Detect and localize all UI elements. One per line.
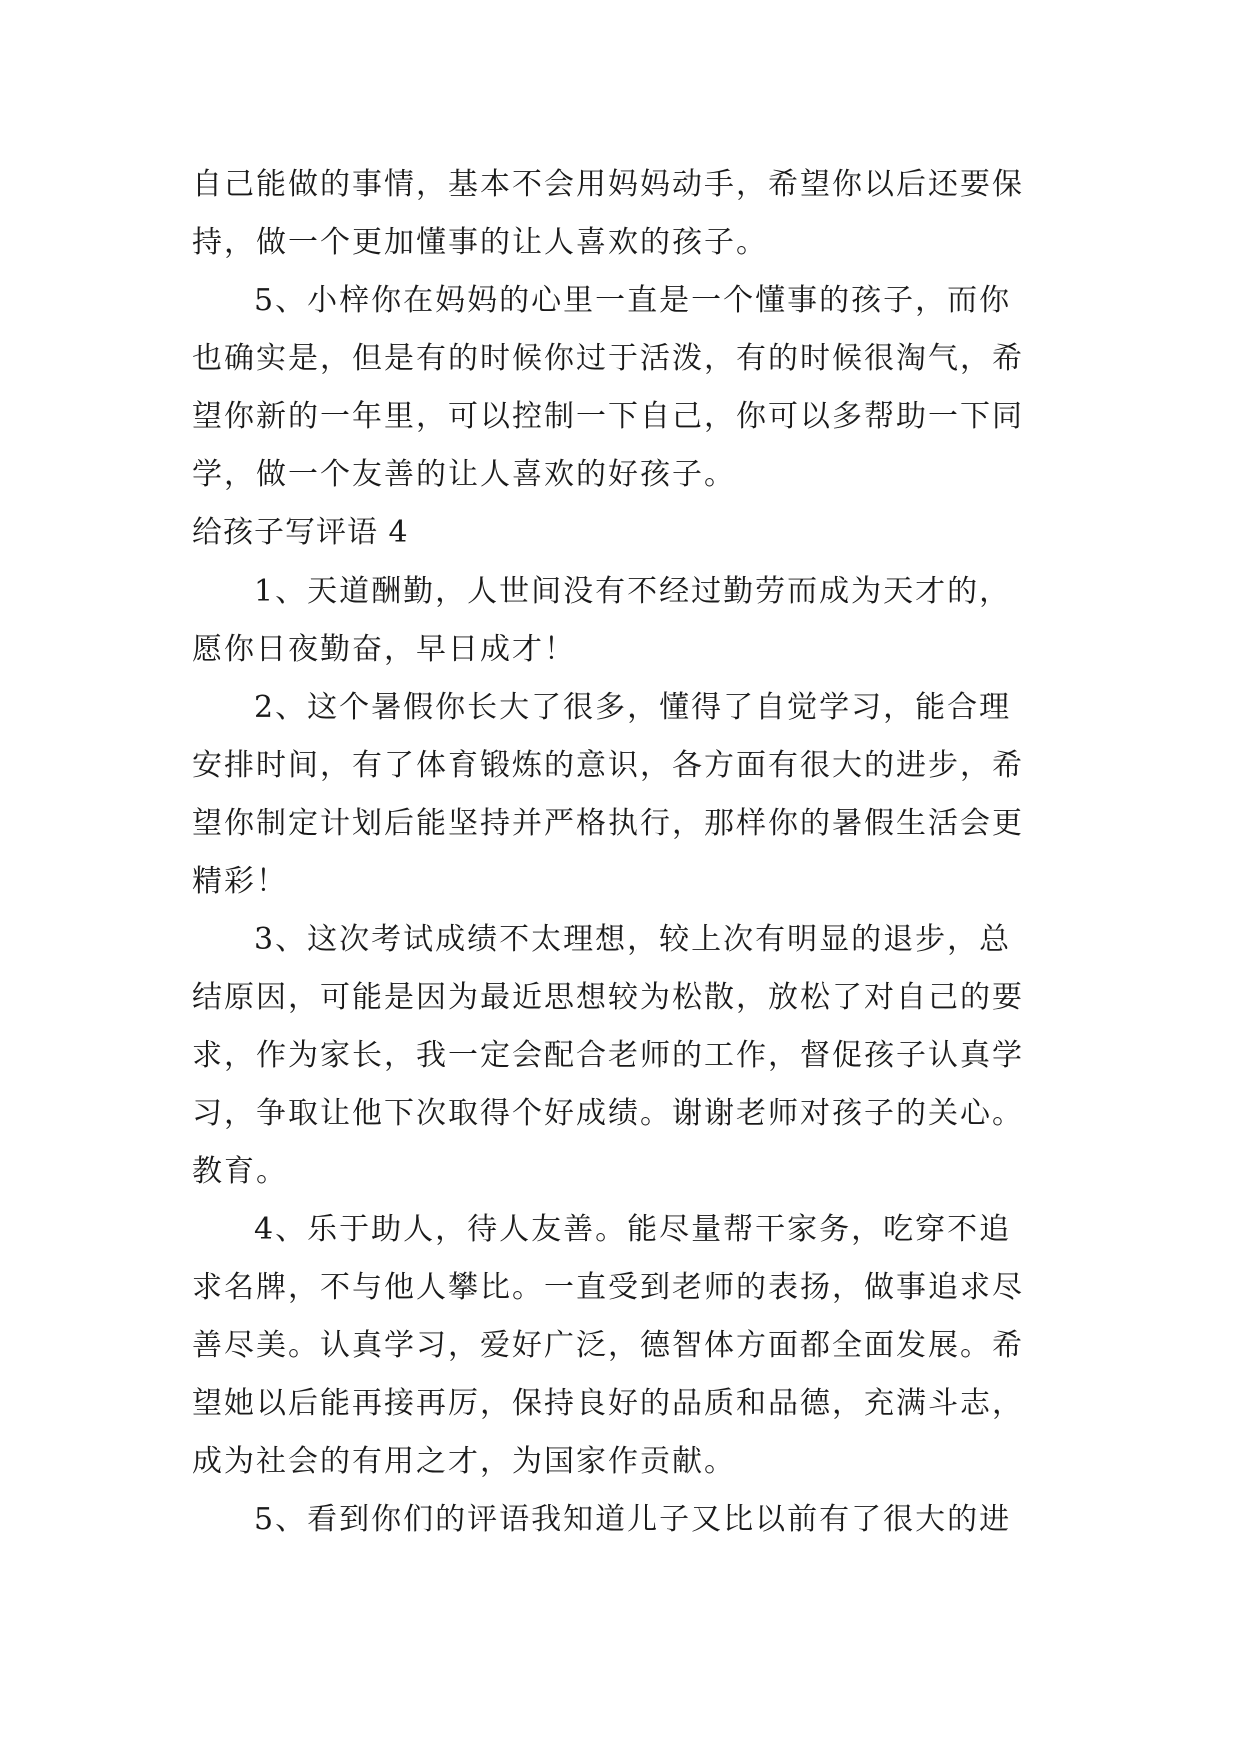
paragraph-start-line: 5、看到你们的评语我知道儿子又比以前有了很大的进 — [254, 1502, 1012, 1537]
text-line: 习，争取让他下次取得个好成绩。谢谢老师对孩子的关心。 — [192, 1096, 1024, 1131]
text-line: 成为社会的有用之才，为国家作贡献。 — [192, 1444, 736, 1479]
text-line: 望你制定计划后能坚持并严格执行，那样你的暑假生活会更 — [192, 806, 1024, 841]
text-line: 自己能做的事情，基本不会用妈妈动手，希望你以后还要保 — [192, 167, 1024, 202]
paragraph-start-line: 4、乐于助人，待人友善。能尽量帮干家务，吃穿不追 — [254, 1212, 1012, 1247]
text-line: 愿你日夜勤奋，早日成才！ — [192, 632, 576, 667]
paragraph-start-line: 3、这次考试成绩不太理想，较上次有明显的退步，总 — [254, 922, 1012, 957]
text-line: 望她以后能再接再厉，保持良好的品质和品德，充满斗志， — [192, 1386, 1024, 1421]
text-line: 善尽美。认真学习，爱好广泛，德智体方面都全面发展。希 — [192, 1328, 1024, 1363]
text-line: 持，做一个更加懂事的让人喜欢的孩子。 — [192, 225, 768, 260]
paragraph-start-line: 5、小梓你在妈妈的心里一直是一个懂事的孩子，而你 — [254, 283, 1012, 318]
text-line: 求，作为家长，我一定会配合老师的工作，督促孩子认真学 — [192, 1038, 1024, 1073]
paragraph-start-line: 2、这个暑假你长大了很多，懂得了自觉学习，能合理 — [254, 690, 1012, 725]
section-heading: 给孩子写评语 4 — [192, 515, 409, 550]
text-line: 安排时间，有了体育锻炼的意识，各方面有很大的进步，希 — [192, 748, 1024, 783]
text-line: 教育。 — [192, 1154, 288, 1189]
text-line: 学，做一个友善的让人喜欢的好孩子。 — [192, 457, 736, 492]
text-line: 也确实是，但是有的时候你过于活泼，有的时候很淘气，希 — [192, 341, 1024, 376]
paragraph-start-line: 1、天道酬勤，人世间没有不经过勤劳而成为天才的， — [254, 574, 1012, 609]
text-line: 求名牌，不与他人攀比。一直受到老师的表扬，做事追求尽 — [192, 1270, 1024, 1305]
text-line: 结原因，可能是因为最近思想较为松散，放松了对自己的要 — [192, 980, 1024, 1015]
text-line: 望你新的一年里，可以控制一下自己，你可以多帮助一下同 — [192, 399, 1024, 434]
text-line: 精彩！ — [192, 864, 288, 899]
